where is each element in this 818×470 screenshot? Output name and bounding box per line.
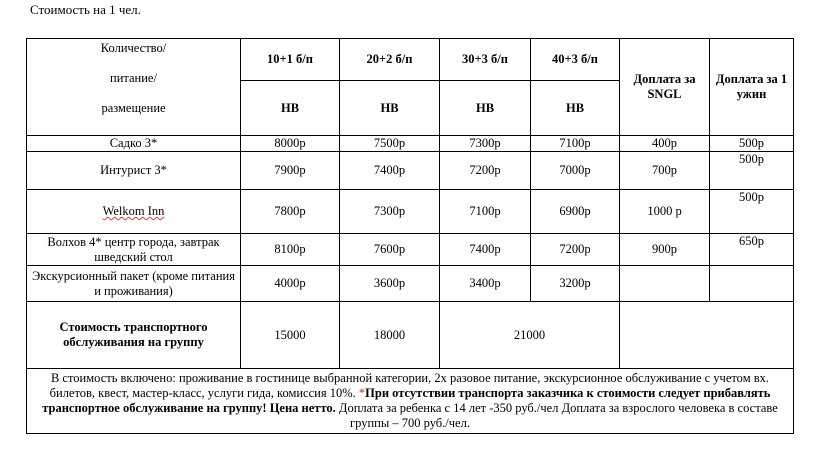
- table-row: [27, 136, 794, 152]
- footer-surcharges: Доплата за ребенка с 14 лет -350 руб./чел Доплата за взрослого человека в составе группы – 700 руб./чел.: [338, 401, 778, 430]
- row-price: 8000р: [241, 136, 340, 152]
- header-group-10: 10+1 б/п: [241, 39, 340, 81]
- row-price: 7400р: [340, 152, 440, 190]
- row-sngl: 1000 р: [620, 190, 710, 234]
- header-sub-10: HB: [241, 81, 340, 136]
- table-row: [27, 190, 794, 234]
- header-sngl: Доплата за SNGL: [620, 39, 710, 136]
- corner-line-quantity: Количество/: [100, 41, 167, 55]
- table-row: [27, 152, 794, 190]
- row-sngl: 400р: [620, 136, 710, 152]
- row-price: 7300р: [340, 190, 440, 234]
- row-price: 4000р: [241, 266, 340, 302]
- header-sub-40: HB: [531, 81, 620, 136]
- row-dinner: [710, 266, 794, 302]
- transport-price-30-40: 21000: [440, 302, 620, 369]
- footer-transport-warning: При отсутствии транспорта заказчика к стоимости следует прибавлять транспортное обслуживание на группу! Цена нетто.: [42, 386, 771, 415]
- header-group-20: 20+2 б/п: [340, 39, 440, 81]
- row-hotel-name: [27, 190, 241, 234]
- header-group-30: 30+3 б/п: [440, 39, 531, 81]
- price-table: [26, 38, 794, 434]
- row-price: 7100р: [440, 190, 531, 234]
- row-price: 6900р: [531, 190, 620, 234]
- hotel-name-text: Welkom Inn: [102, 204, 165, 218]
- row-dinner: 650р: [710, 234, 794, 266]
- row-dinner: 500р: [710, 136, 794, 152]
- transport-price-20: 18000: [340, 302, 440, 369]
- row-price: 7300р: [440, 136, 531, 152]
- footer-note: [27, 369, 794, 434]
- row-hotel-name: Экскурсионный пакет (кроме питания и проживания): [27, 266, 241, 302]
- header-dinner: Доплата за 1 ужин: [710, 39, 794, 136]
- header-sub-20: HB: [340, 81, 440, 136]
- row-price: 7100р: [531, 136, 620, 152]
- row-price: 7500р: [340, 136, 440, 152]
- row-price: 7200р: [531, 234, 620, 266]
- row-dinner: 500р: [710, 152, 794, 190]
- row-price: 7400р: [440, 234, 531, 266]
- transport-empty: [620, 302, 794, 369]
- corner-line-accommodation: размещение: [101, 101, 166, 115]
- row-price: 7900р: [241, 152, 340, 190]
- row-hotel-name: Садко 3*: [27, 136, 241, 152]
- row-hotel-name: Волхов 4* центр города, завтрак шведский стол: [27, 234, 241, 266]
- row-price: 7600р: [340, 234, 440, 266]
- footer-included: В стоимость включено: проживание в гостинице выбранной категории, 2х разовое питание, экскурсионное обслуживание с учетом вх. билетов, квест, мастер-класс, услуги гида, комиссия 10%.: [49, 371, 770, 400]
- header-corner-cell: [27, 39, 241, 136]
- header-sub-30: HB: [440, 81, 531, 136]
- row-sngl: 700р: [620, 152, 710, 190]
- row-hotel-name: Интурист 3*: [27, 152, 241, 190]
- transport-row: [27, 302, 794, 369]
- row-price: 3200р: [531, 266, 620, 302]
- table-row: [27, 234, 794, 266]
- transport-label: Стоимость транспортного обслуживания на группу: [27, 302, 241, 369]
- footer-star: *: [358, 386, 366, 400]
- transport-price-10: 15000: [241, 302, 340, 369]
- row-price: 7200р: [440, 152, 531, 190]
- row-price: 7000р: [531, 152, 620, 190]
- row-dinner: 500р: [710, 190, 794, 234]
- corner-line-meals: питание/: [110, 71, 157, 85]
- page-caption: Стоимость на 1 чел.: [30, 2, 141, 17]
- row-sngl: 900р: [620, 234, 710, 266]
- table-row: [27, 266, 794, 302]
- row-price: 3600р: [340, 266, 440, 302]
- row-sngl: [620, 266, 710, 302]
- header-group-40: 40+3 б/п: [531, 39, 620, 81]
- row-price: 8100р: [241, 234, 340, 266]
- footer-row: [27, 369, 794, 434]
- row-price: 7800р: [241, 190, 340, 234]
- row-price: 3400р: [440, 266, 531, 302]
